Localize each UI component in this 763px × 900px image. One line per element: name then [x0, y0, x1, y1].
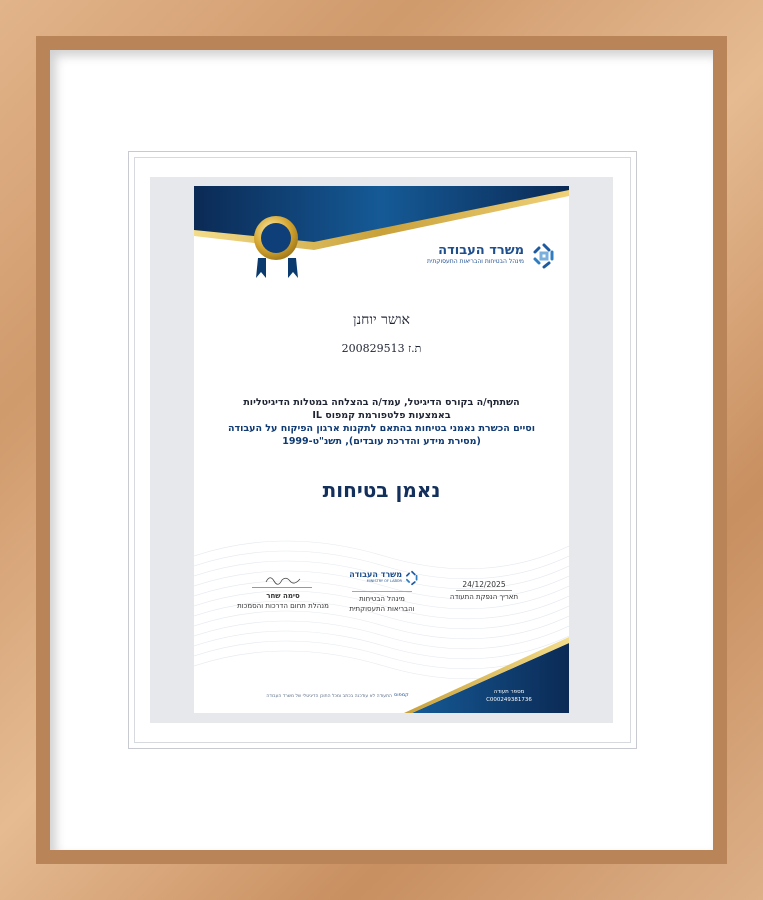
date-value: 24/12/2025 [462, 580, 506, 589]
certificate [194, 186, 569, 713]
footer-text: התעודה לא עודכנה בכתב ומכל התוכן הדיגיטלי של משרד העבודה [266, 694, 392, 699]
certificate-title: נאמן בטיחות [322, 478, 441, 502]
center-logo-title: משרד העבודה [349, 570, 402, 579]
recipient-name: אושר יוחנן [353, 312, 410, 328]
center-logo-english: MINISTRY OF LABOR [366, 579, 402, 583]
ministry-emblem-icon [530, 242, 558, 270]
body-line-2: באמצעות פלטפורמת קמפוס IL [312, 410, 451, 421]
body-line-3: וסיים הכשרת נאמני בטיחות בהתאם לתקנות ארגון הפיקוח על העבודה [227, 423, 535, 434]
certificate-number-block [454, 688, 564, 704]
signature-line-center [352, 591, 412, 592]
ministry-small-emblem-icon [404, 570, 420, 586]
ribbon-right [288, 258, 298, 278]
certificate-body-regulation [194, 422, 569, 448]
medal-inner [261, 223, 291, 253]
signer-name: סימה שחר [266, 592, 300, 600]
certificate-number: C000249381736 [486, 697, 532, 703]
center-block [332, 594, 432, 614]
signature-scribble [264, 572, 304, 586]
center-logo [344, 570, 420, 588]
campus-logo-text: קמפוס [394, 692, 409, 698]
body-line-1: השתתף/ה בקורס הדיגיטל, עמד/ה בהצלחה במטלות הדיגיטליות [243, 397, 520, 408]
certificate-body-intro [194, 396, 569, 422]
body-line-4: (מסירת מידע והדרכת עובדים), תשנ"ט-1999 [282, 436, 481, 447]
footer-note [202, 694, 392, 699]
signer-title: מנהלת תחום הדרכות והסמכות [237, 602, 329, 610]
center-line-2: והבריאות התעסוקתית [349, 605, 415, 613]
ministry-name: משרד העבודה [438, 243, 524, 258]
center-line-1: מינהל הבטיחות [359, 595, 405, 603]
signer-block [228, 591, 338, 611]
date-label: תאריך הנפקת התעודה [449, 593, 519, 601]
ribbon-left [256, 258, 266, 278]
certificate-number-label: מספר תעודה [493, 689, 525, 695]
top-banner [194, 186, 569, 286]
campus-logo [394, 692, 409, 698]
signature-line-right [456, 590, 512, 591]
ministry-division: מינהל הבטיחות והבריאות התעסוקתית [427, 258, 524, 265]
recipient-id: ת.ז 200829513 [341, 342, 422, 355]
signature-line-left [252, 587, 312, 588]
